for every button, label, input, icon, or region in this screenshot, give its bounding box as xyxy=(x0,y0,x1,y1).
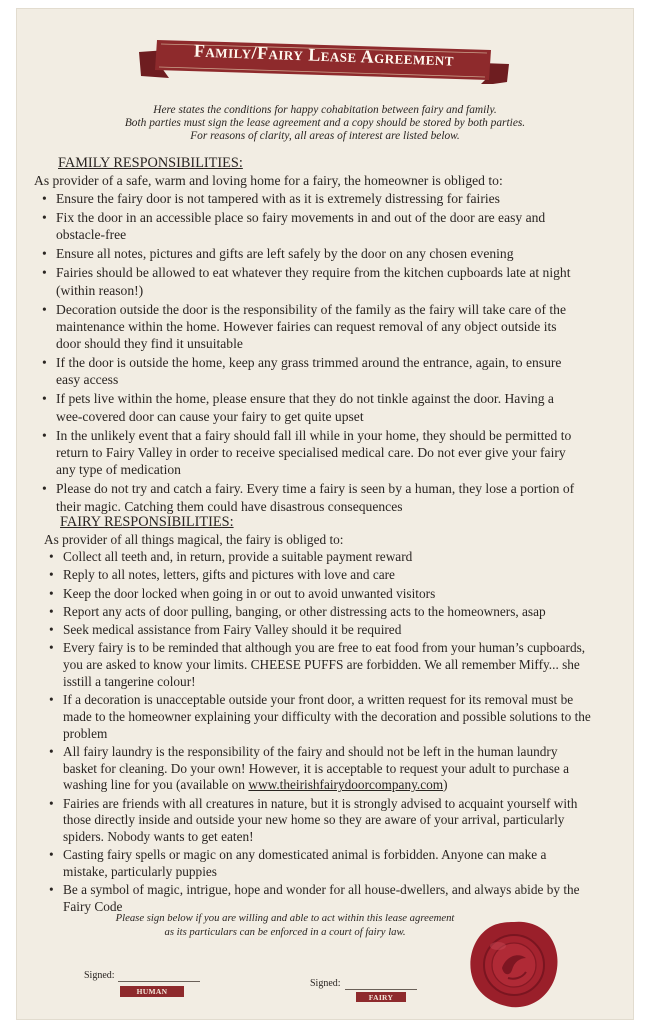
bullet-icon: • xyxy=(42,191,47,206)
list-item: • Reply to all notes, letters, gifts and pictures with love and care xyxy=(49,567,395,583)
bullet-icon: • xyxy=(49,585,54,601)
bullet-icon: • xyxy=(42,355,47,371)
family-lead: As provider of a safe, warm and loving home for a fairy, the homeowner is obliged to: xyxy=(34,173,503,188)
bullet-icon: • xyxy=(42,427,47,443)
page-title: Family/Fairy Lease Agreement xyxy=(193,40,455,70)
bullet-icon: • xyxy=(49,692,54,708)
fairy-heading: FAIRY RESPONSIBILITIES: xyxy=(60,514,234,530)
list-item: • Collect all teeth and, in return, provide a suitable payment reward xyxy=(49,549,413,564)
bullet-icon: • xyxy=(49,882,54,898)
fairy-lead: As provider of all things magical, the fairy is obliged to: xyxy=(44,532,344,547)
intro-line: Here states the conditions for happy cohabitation between fairy and family. xyxy=(153,104,497,116)
list-item: • Please do not try and catch a fairy. Every time a fairy is seen by a human, they lose a portion of their magic. Catching them could have disastrous consequences xyxy=(42,481,575,514)
fairy-list xyxy=(49,549,594,917)
list-item: • Fix the door in an accessible place so fairy movements in and out of the door are easy and obstacle-free xyxy=(42,209,546,243)
list-item: • Ensure all notes, pictures and gifts are left safely by the door on any chosen evening xyxy=(42,246,514,262)
list-item: • If the door is outside the home, keep any grass trimmed around the entrance, again, to ensure easy access xyxy=(42,355,562,388)
bullet-icon: • xyxy=(42,391,47,407)
website-link[interactable]: www.theirishfairydoorcompany.com xyxy=(248,777,444,793)
list-item: • Report any acts of door pulling, banging, or other distressing acts to the homeowners, asap xyxy=(49,603,546,619)
bullet-icon: • xyxy=(42,481,47,497)
bullet-icon: • xyxy=(42,301,47,317)
bullet-icon: • xyxy=(42,265,47,281)
bullet-icon: • xyxy=(49,603,54,619)
bullet-icon: • xyxy=(42,209,47,225)
list-item: • Decoration outside the door is the responsibility of the family as the fairy will take care of the maintenance within the home. However fairies can request removal of any object outside its door should they find it unsuitable xyxy=(42,301,566,352)
wax-seal-icon xyxy=(468,918,560,1010)
human-signed-label: Signed: xyxy=(84,970,115,981)
intro-line: For reasons of clarity, all areas of interest are listed below. xyxy=(190,130,460,142)
human-tag: HUMAN xyxy=(120,986,184,997)
human-signature-line[interactable] xyxy=(118,981,200,982)
family-heading: FAMILY RESPONSIBILITIES: xyxy=(58,155,243,171)
fairy-tag: FAIRY xyxy=(356,992,406,1002)
list-item: • Fairies are friends with all creatures in nature, but it is strongly advised to acquaint yourself with those directly inside and outside your new home so they are aware of your arrival, particularly spiders. Nobody wants to get eaten! xyxy=(49,795,578,844)
list-item: • All fairy laundry is the responsibility of the fairy and should not be left in the human laundry basket for cleaning. Do your own! However, it is acceptable to request your adult to purchase a washing line for you (available on www.theirishfairydoorcompany.com) xyxy=(49,743,570,793)
intro-line: Both parties must sign the lease agreement and a copy should be stored by both parties. xyxy=(124,117,526,129)
bullet-icon: • xyxy=(49,549,54,564)
list-item: • Be a symbol of magic, intrigue, hope and wonder for all house-dwellers, and always abide by the Fairy Code xyxy=(49,882,580,914)
footer-line: as its particulars can be enforced in a court of fairy law. xyxy=(164,925,406,938)
footer-note xyxy=(70,912,500,939)
intro-text xyxy=(90,104,560,143)
list-item: • Casting fairy spells or magic on any domesticated animal is forbidden. Anyone can make a mistake, particularly puppies xyxy=(49,847,547,879)
bullet-icon: • xyxy=(49,847,54,863)
list-item: • Ensure the fairy door is not tampered with as it is extremely distressing for fairies xyxy=(42,191,500,206)
fairy-signature-line[interactable] xyxy=(345,989,417,990)
list-item: • If a decoration is unacceptable outside your front door, a written request for its removal must be made to the homeowner explaining your difficulty with the decoration and possible solutions to the problem xyxy=(49,692,591,741)
list-item: • Every fairy is to be reminded that although you are free to eat food from your human’s cupboards, you are asked to know your limits. CHEESE PUFFS are forbidden. We all remember Miffy... she isstill a tangerine colour! xyxy=(49,640,586,689)
bullet-icon: • xyxy=(49,640,54,656)
footer-line: Please sign below if you are willing and able to act within this lease agreement xyxy=(115,912,455,924)
list-item: • If pets live within the home, please ensure that they do not tinkle against the door. Having a wee-covered door can cause your fairy to get quite upset xyxy=(42,391,554,424)
list-item: • Keep the door locked when going in or out to avoid unwanted visitors xyxy=(49,585,436,601)
bullet-icon: • xyxy=(49,795,54,811)
list-item: • Seek medical assistance from Fairy Valley should it be required xyxy=(49,622,402,638)
bullet-icon: • xyxy=(49,567,54,583)
bullet-icon: • xyxy=(42,246,47,262)
family-list xyxy=(42,190,582,517)
fairy-signed-label: Signed: xyxy=(310,978,341,989)
bullet-icon: • xyxy=(49,622,54,638)
bullet-icon: • xyxy=(49,743,54,759)
title-banner xyxy=(139,36,509,84)
list-item: • Fairies should be allowed to eat whatever they require from the kitchen cupboards late at night (within reason!) xyxy=(42,265,571,298)
list-item: • In the unlikely event that a fairy should fall ill while in your home, they should be permitted to return to Fairy Valley in order to receive specialised medical care. Do not ever give your fairy any type of medication xyxy=(42,427,572,478)
